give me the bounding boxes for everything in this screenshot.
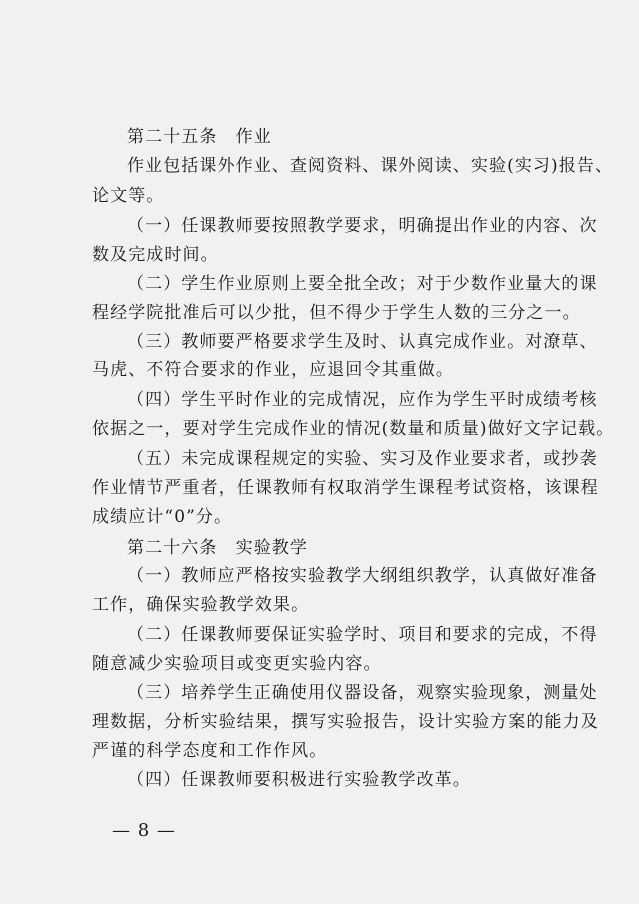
text-line: （二）任课教师要保证实验学时、项目和要求的完成，不得	[127, 625, 598, 645]
text-line: 工作，确保实验教学效果。	[92, 595, 310, 615]
text-line: 依据之一，要对学生完成作业的情况(数量和质量)做好文字记载。	[92, 419, 615, 439]
article-25-heading: 第二十五条 作业	[127, 127, 272, 147]
text-line: （四）学生平时作业的完成情况，应作为学生平时成绩考核	[127, 390, 598, 410]
text-line: （一）教师应严格按实验教学大纲组织教学，认真做好准备	[127, 566, 598, 586]
text-line: 论文等。	[92, 186, 165, 206]
text-line: 程经学院批准后可以少批，但不得少于学生人数的三分之一。	[92, 303, 581, 323]
text-line: 成绩应计“0”分。	[92, 507, 233, 527]
text-line: （四）任课教师要积极进行实验教学改革。	[127, 770, 471, 790]
text-line: 数及完成时间。	[92, 245, 219, 265]
text-line: 马虎、不符合要求的作业，应退回令其重做。	[92, 360, 454, 380]
text-line: （五）未完成课程规定的实验、实习及作业要求者，或抄袭	[127, 449, 598, 469]
text-line: （二）学生作业原则上要全批全改；对于少数作业量大的课	[127, 274, 598, 294]
text-line: （三）教师要严格要求学生及时、认真完成作业。对潦草、	[127, 332, 598, 352]
text-line: 理数据，分析实验结果，撰写实验报告，设计实验方案的能力及	[92, 712, 599, 732]
text-line: （一）任课教师要按照教学要求，明确提出作业的内容、次	[127, 216, 598, 236]
text-line: 严谨的科学态度和工作作风。	[92, 741, 328, 761]
page-number: — 8 —	[112, 820, 176, 841]
article-26-heading: 第二十六条 实验教学	[127, 538, 308, 558]
text-line: 随意减少实验项目或变更实验内容。	[92, 654, 382, 674]
text-line: 作业包括课外作业、查阅资料、课外阅读、实验(实习)报告、	[127, 156, 614, 176]
text-line: 作业情节严重者，任课教师有权取消学生课程考试资格，该课程	[92, 478, 599, 498]
text-line: （三）培养学生正确使用仪器设备，观察实验现象，测量处	[127, 683, 598, 703]
